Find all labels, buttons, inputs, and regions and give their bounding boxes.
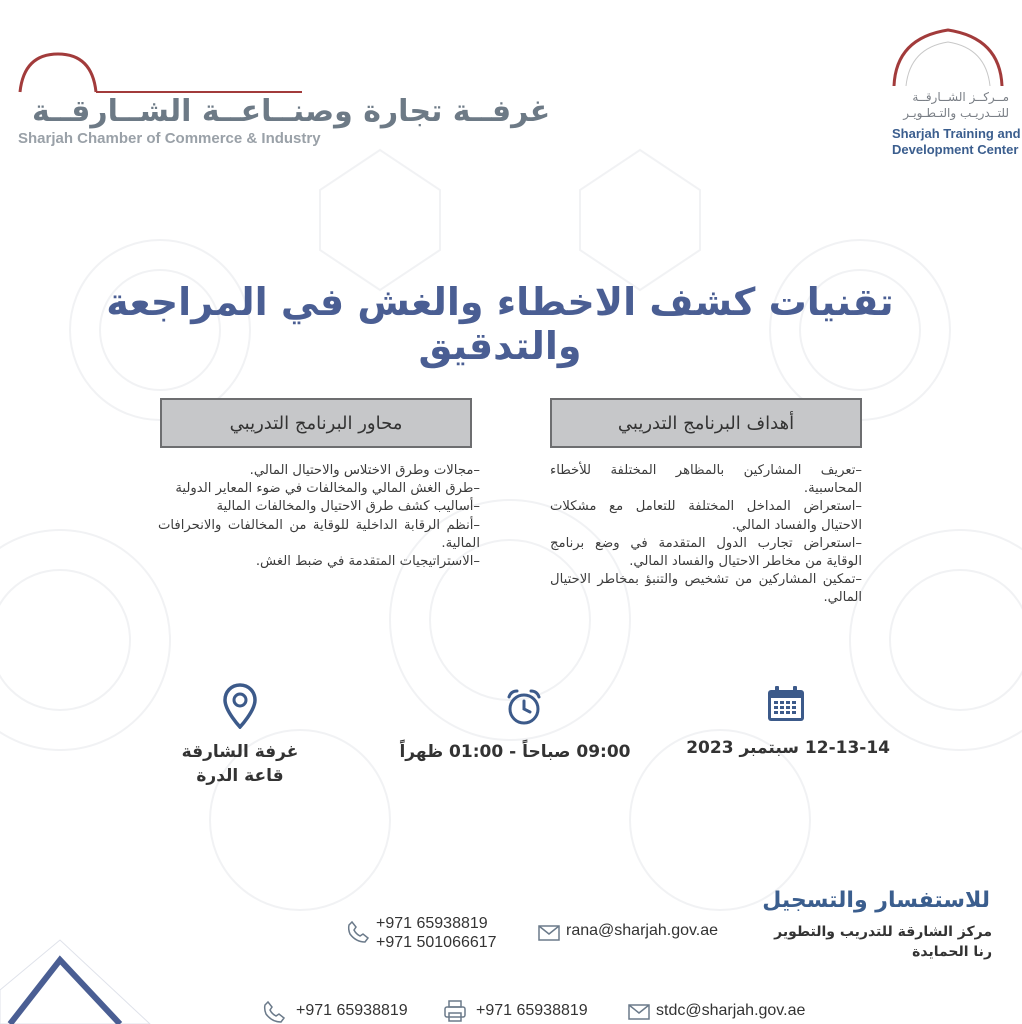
venue-name: غرفة الشارقة	[181, 742, 299, 762]
phone-icon	[346, 920, 370, 944]
training-center-english-line1: Sharjah Training and	[892, 126, 1021, 141]
fax-icon	[443, 1000, 467, 1022]
contact-person: رنا الحمايدة	[912, 944, 992, 960]
training-center-logo	[880, 26, 1021, 166]
venue-hall: قاعة الدرة	[196, 766, 284, 786]
training-center-arabic-line2: للتــدريـب والتـطـويـر	[903, 106, 1009, 120]
contact-phone-2[interactable]: +971 501066617	[376, 934, 497, 951]
list-item: –أنظم الرقابة الداخلية للوقاية من المخالفات والانحرافات المالية.	[158, 517, 480, 551]
footer-email[interactable]: stdc@sharjah.gov.ae	[656, 1002, 806, 1019]
objectives-heading: أهداف البرنامج التدريبي	[550, 398, 862, 448]
location-pin-icon	[223, 683, 257, 729]
list-item: –أساليب كشف طرق الاحتيال والمخالفات المالية	[216, 499, 480, 515]
footer-phone-icon	[262, 1000, 286, 1024]
page-title: تقنيات كشف الاخطاء والغش في المراجعة والتدقيق	[106, 280, 894, 368]
list-item: –طرق الغش المالي والمخالفات في ضوء المعاير الدولية	[175, 481, 480, 497]
chamber-arabic-name: غرفــة تجارة وصنــاعــة الشــارقــة	[32, 94, 551, 129]
list-item: –تمكين المشاركين من تشخيص والتنبؤ بمخاطر الاحتيال المالي.	[550, 572, 862, 606]
list-item: –الاستراتيجيات المتقدمة في ضبط الغش.	[255, 554, 480, 570]
training-center-arch-icon	[888, 26, 1008, 88]
chamber-english-name: Sharjah Chamber of Commerce & Industry	[18, 130, 321, 147]
footer-phone[interactable]: +971 65938819	[296, 1002, 408, 1019]
email-icon	[538, 925, 560, 941]
contact-title: للاستفسار والتسجيل	[762, 888, 990, 913]
list-item: –استعراض المداخل المختلفة للتعامل مع مشكلات الاحتيال والفساد المالي.	[550, 499, 862, 533]
topics-heading: محاور البرنامج التدريبي	[160, 398, 472, 448]
training-center-arabic-line1: مــركــز الشــارقــة	[912, 90, 1009, 104]
contact-organization: مركز الشارقة للتدريب والتطوير	[774, 924, 992, 940]
footer-fax[interactable]: +971 65938819	[476, 1002, 588, 1019]
list-item: –استعراض تجارب الدول المتقدمة في وضع برنامج الوقاية من مخاطر الاحتيال والفساد المالي.	[550, 535, 862, 570]
sharjah-chamber-logo	[14, 48, 551, 158]
contact-email[interactable]: rana@sharjah.gov.ae	[566, 922, 719, 939]
topics-list	[158, 462, 480, 571]
chamber-arch-icon	[14, 48, 304, 98]
alarm-clock-icon	[505, 688, 543, 726]
training-center-english-line2: Development Center	[892, 142, 1019, 157]
footer-email-icon	[628, 1004, 650, 1020]
objectives-list	[550, 462, 862, 608]
list-item: –مجالات وطرق الاختلاس والاحتيال المالي.	[249, 463, 480, 478]
calendar-icon	[766, 685, 806, 723]
event-date: 12-13-14 سبتمبر 2023	[686, 738, 890, 758]
list-item: –تعريف المشاركين بالمظاهر المختلفة للأخطاء المحاسبية.	[550, 463, 862, 497]
corner-decoration	[0, 930, 200, 1024]
contact-phone-1[interactable]: +971 65938819	[376, 915, 488, 932]
event-time: 09:00 صباحاً - 01:00 ظهراً	[399, 742, 631, 762]
